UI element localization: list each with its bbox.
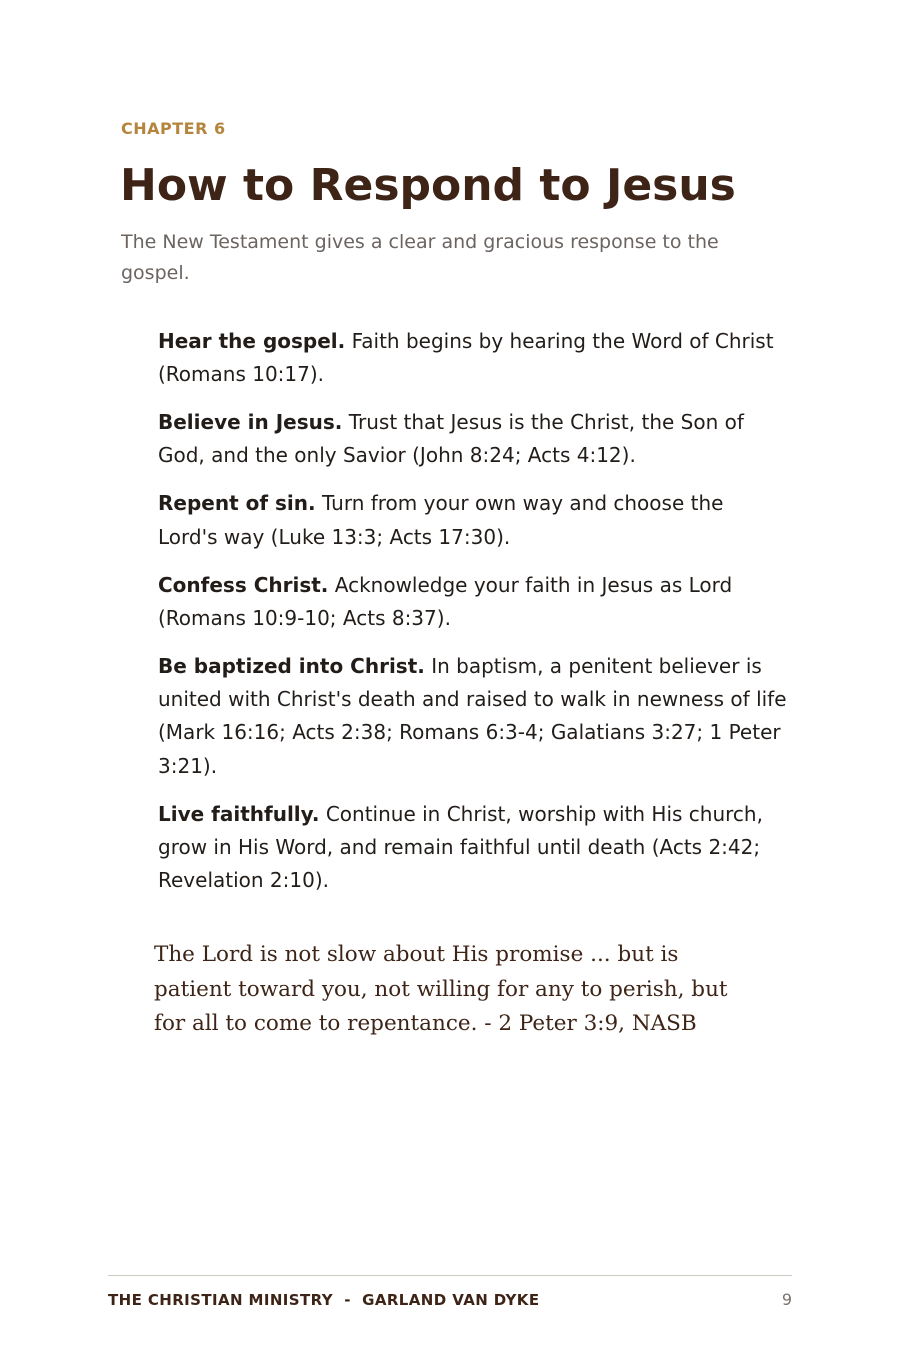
chapter-subtitle: The New Testament gives a clear and gracious response to the gospel.	[121, 231, 719, 284]
step-text: In baptism, a penitent believer is united with Christ's death and raised to walk in newness of life (Mark 16:16; Acts 2:38; Romans 6:3-4; Galatians 3:27; 1 Peter 3:21).	[158, 653, 787, 778]
step-item-live-faithfully	[158, 798, 788, 898]
response-steps-list	[158, 325, 788, 912]
step-item-believe	[158, 406, 788, 473]
scripture-quote: The Lord is not slow about His promise ... but is patient toward you, not willing for any to perish, but for all to come to repentance. - 2 Peter 3:9, NASB	[154, 942, 728, 1036]
page-number: 9	[781, 1290, 792, 1309]
step-text: Turn from your own way and choose the Lord's way (Luke 13:3; Acts 17:30).	[158, 491, 724, 549]
page-title: How to Respond to Jesus	[120, 160, 736, 211]
step-item-repent	[158, 487, 788, 554]
step-title: Hear the gospel.	[158, 329, 346, 353]
step-text: Acknowledge your faith in Jesus as Lord (Romans 10:9-10; Acts 8:37).	[158, 572, 733, 630]
chapter-label: CHAPTER 6	[121, 119, 226, 138]
footer-running-head: THE CHRISTIAN MINISTRY - GARLAND VAN DYKE	[108, 1291, 540, 1309]
step-text: Trust that Jesus is the Christ, the Son of God, and the only Savior (John 8:24; Acts 4:12).	[158, 410, 744, 468]
step-title: Confess Christ.	[158, 572, 329, 597]
step-title: Be baptized into Christ.	[158, 653, 425, 678]
step-title: Repent of sin.	[158, 491, 316, 516]
step-title: Believe in Jesus.	[158, 410, 343, 435]
step-item-confess	[158, 569, 788, 636]
step-title: Live faithfully.	[158, 801, 320, 826]
step-text: Faith begins by hearing the Word of Christ (Romans 10:17).	[158, 329, 774, 387]
step-text: Continue in Christ, worship with His church, grow in His Word, and remain faithful until death (Acts 2:42; Revelation 2:10).	[158, 801, 763, 893]
step-item-hear	[158, 325, 788, 392]
footer-divider	[108, 1275, 792, 1276]
step-item-baptized	[158, 650, 788, 783]
